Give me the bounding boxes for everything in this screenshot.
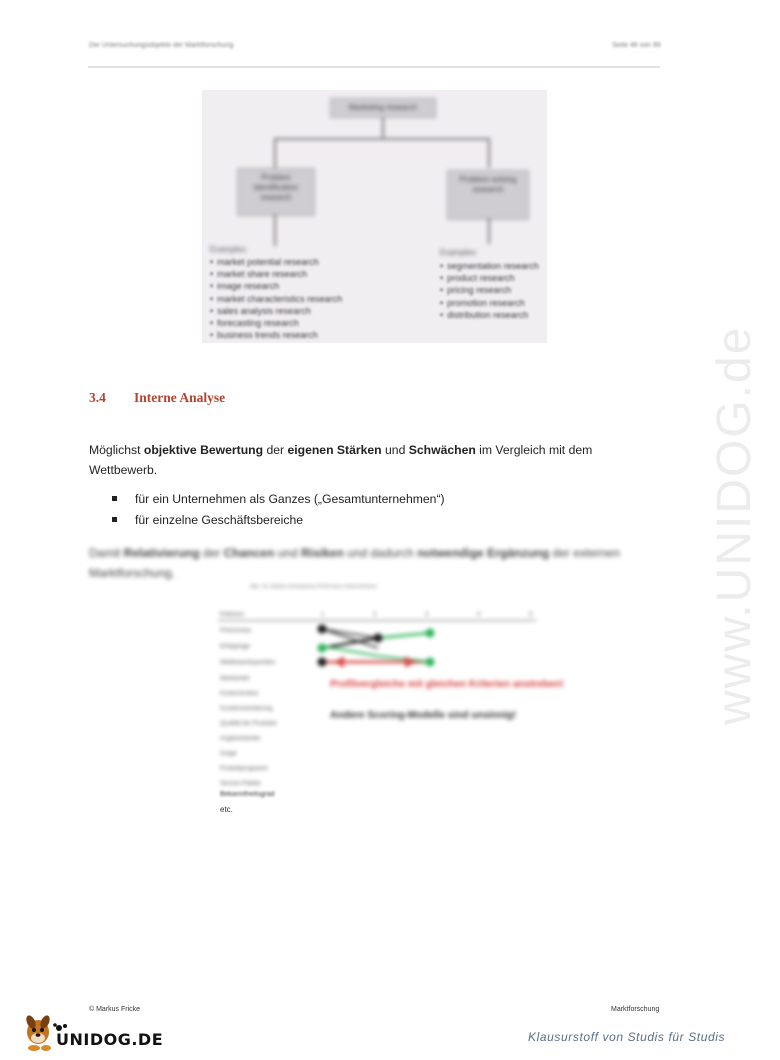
unidog-logo (22, 1014, 164, 1052)
text-run: der (199, 546, 224, 560)
running-header-right: Seite 46 von 99 (612, 42, 661, 49)
bullet-item (112, 513, 303, 527)
text-run: im Vergleich mit dem Wettbewerb. (89, 443, 593, 477)
emphasis-text: objektive Bewertung (143, 443, 264, 457)
bullet-square-icon (112, 517, 117, 522)
footer-topic: Marktforschung (611, 1006, 660, 1013)
header-rule (88, 66, 660, 68)
bullet-item (112, 492, 445, 506)
unidog-watermark (640, 280, 780, 730)
criterion-label: Erfolgslage (220, 644, 251, 650)
footer-slogan: Klausurstoff von Studis für Studis (528, 1030, 726, 1044)
list-item: • sales analysis research (210, 305, 342, 317)
criterion-label: Image (220, 751, 237, 757)
bullet-text: für einzelne Geschäftsbereiche (135, 513, 304, 527)
diagram-right-examples (440, 260, 539, 321)
text-run: und dadurch (343, 546, 418, 560)
body-paragraph (89, 440, 649, 480)
text-run: der (263, 443, 288, 457)
emphasis-text: Relativierung (123, 546, 200, 560)
criterion-label: Qualität der Produkte (220, 721, 277, 727)
list-item: • market potential research (210, 256, 342, 268)
profile-etc: etc. (220, 805, 233, 814)
diagram-right-examples-label: Examples: (440, 248, 478, 257)
list-item: • market characteristics research (210, 293, 342, 305)
competitor-profile-point (426, 658, 435, 667)
section-number: 3.4 (89, 390, 106, 405)
criterion-label: Marktanteil (220, 676, 250, 682)
diagram-left-box: Problem identification research (237, 168, 315, 216)
diagram-left-examples (210, 256, 342, 341)
criterion-label: Service-Palette (220, 781, 261, 787)
profile-note-dark: Andere Scoring-Modelle sind unsinnig! (330, 710, 517, 721)
profile-caption: Abb. 18: Stärken-/Schwächen-Profil eines Unternehmens (250, 584, 377, 590)
running-header-left: Die Untersuchungsobjekte der Marktforschung (89, 42, 234, 49)
watermark-text: www.UNIDOG.de (708, 325, 761, 725)
scale-label: 3 (425, 612, 429, 618)
criterion-label: Kostenstruktur (220, 691, 259, 697)
criterion-label: Angebotsbreite (220, 736, 261, 742)
diagram-top-box: Marketing research (330, 98, 436, 118)
bullet-square-icon (112, 496, 117, 501)
brand-wordmark: UNIDOG.DE (56, 1030, 164, 1049)
text-run: Damit (89, 546, 124, 560)
emphasis-text: Chancen (223, 546, 275, 560)
scale-label: 4 (477, 612, 481, 618)
profile-note-red: Profilvergleiche mit gleichen Kriterien anstreben! (330, 679, 564, 690)
emphasis-text: Schwächen (408, 443, 476, 457)
competitor-profile-point (426, 629, 435, 638)
list-item: • segmentation research (440, 260, 539, 272)
blurred-paragraph (89, 543, 659, 583)
list-item: • market share research (210, 268, 342, 280)
emphasis-text: Risiken (301, 546, 344, 560)
list-item: • business trends research (210, 329, 342, 341)
criterion-label: Preisniveau (220, 628, 252, 634)
text-run: und (381, 443, 409, 457)
scale-label: 2 (373, 612, 377, 618)
own-profile-point (318, 625, 327, 634)
footer-author: © Markus Fricke (89, 1006, 141, 1013)
criterion-label: Kundenorientierung (220, 706, 273, 712)
marketing-research-diagram (202, 90, 547, 343)
strength-weakness-profile (218, 578, 564, 818)
emphasis-text: eigenen Stärken (287, 443, 382, 457)
scale-label: 5 (529, 612, 533, 618)
text-run: der externen Marktforschung. (89, 546, 620, 580)
list-item: • forecasting research (210, 317, 342, 329)
criterion-label: Wettbewerbsposition (220, 660, 276, 666)
profile-header-label: Kriterium (220, 612, 245, 618)
text-run: Möglichst (89, 443, 144, 457)
diagram-right-box: Problem solving research (447, 170, 529, 220)
diagram-left-examples-label: Examples: (210, 245, 248, 254)
list-item: • promotion research (440, 297, 539, 309)
list-item: • pricing research (440, 284, 539, 296)
scale-label: 1 (321, 612, 325, 618)
list-item: • distribution research (440, 309, 539, 321)
list-item: • product research (440, 272, 539, 284)
own-profile-point (374, 634, 383, 643)
text-run: und (274, 546, 302, 560)
section-title: Interne Analyse (134, 390, 226, 405)
bullet-text: für ein Unternehmen als Ganzes („Gesamtunternehmen“) (135, 492, 445, 506)
criterion-label: Produktprogramm (220, 766, 269, 772)
own-profile-point (318, 658, 327, 667)
list-item: • image research (210, 280, 342, 292)
criterion-label: Bekanntheitsgrad (220, 791, 275, 798)
competitor-profile-point (318, 644, 327, 653)
emphasis-text: notwendige Ergänzung (417, 546, 550, 560)
